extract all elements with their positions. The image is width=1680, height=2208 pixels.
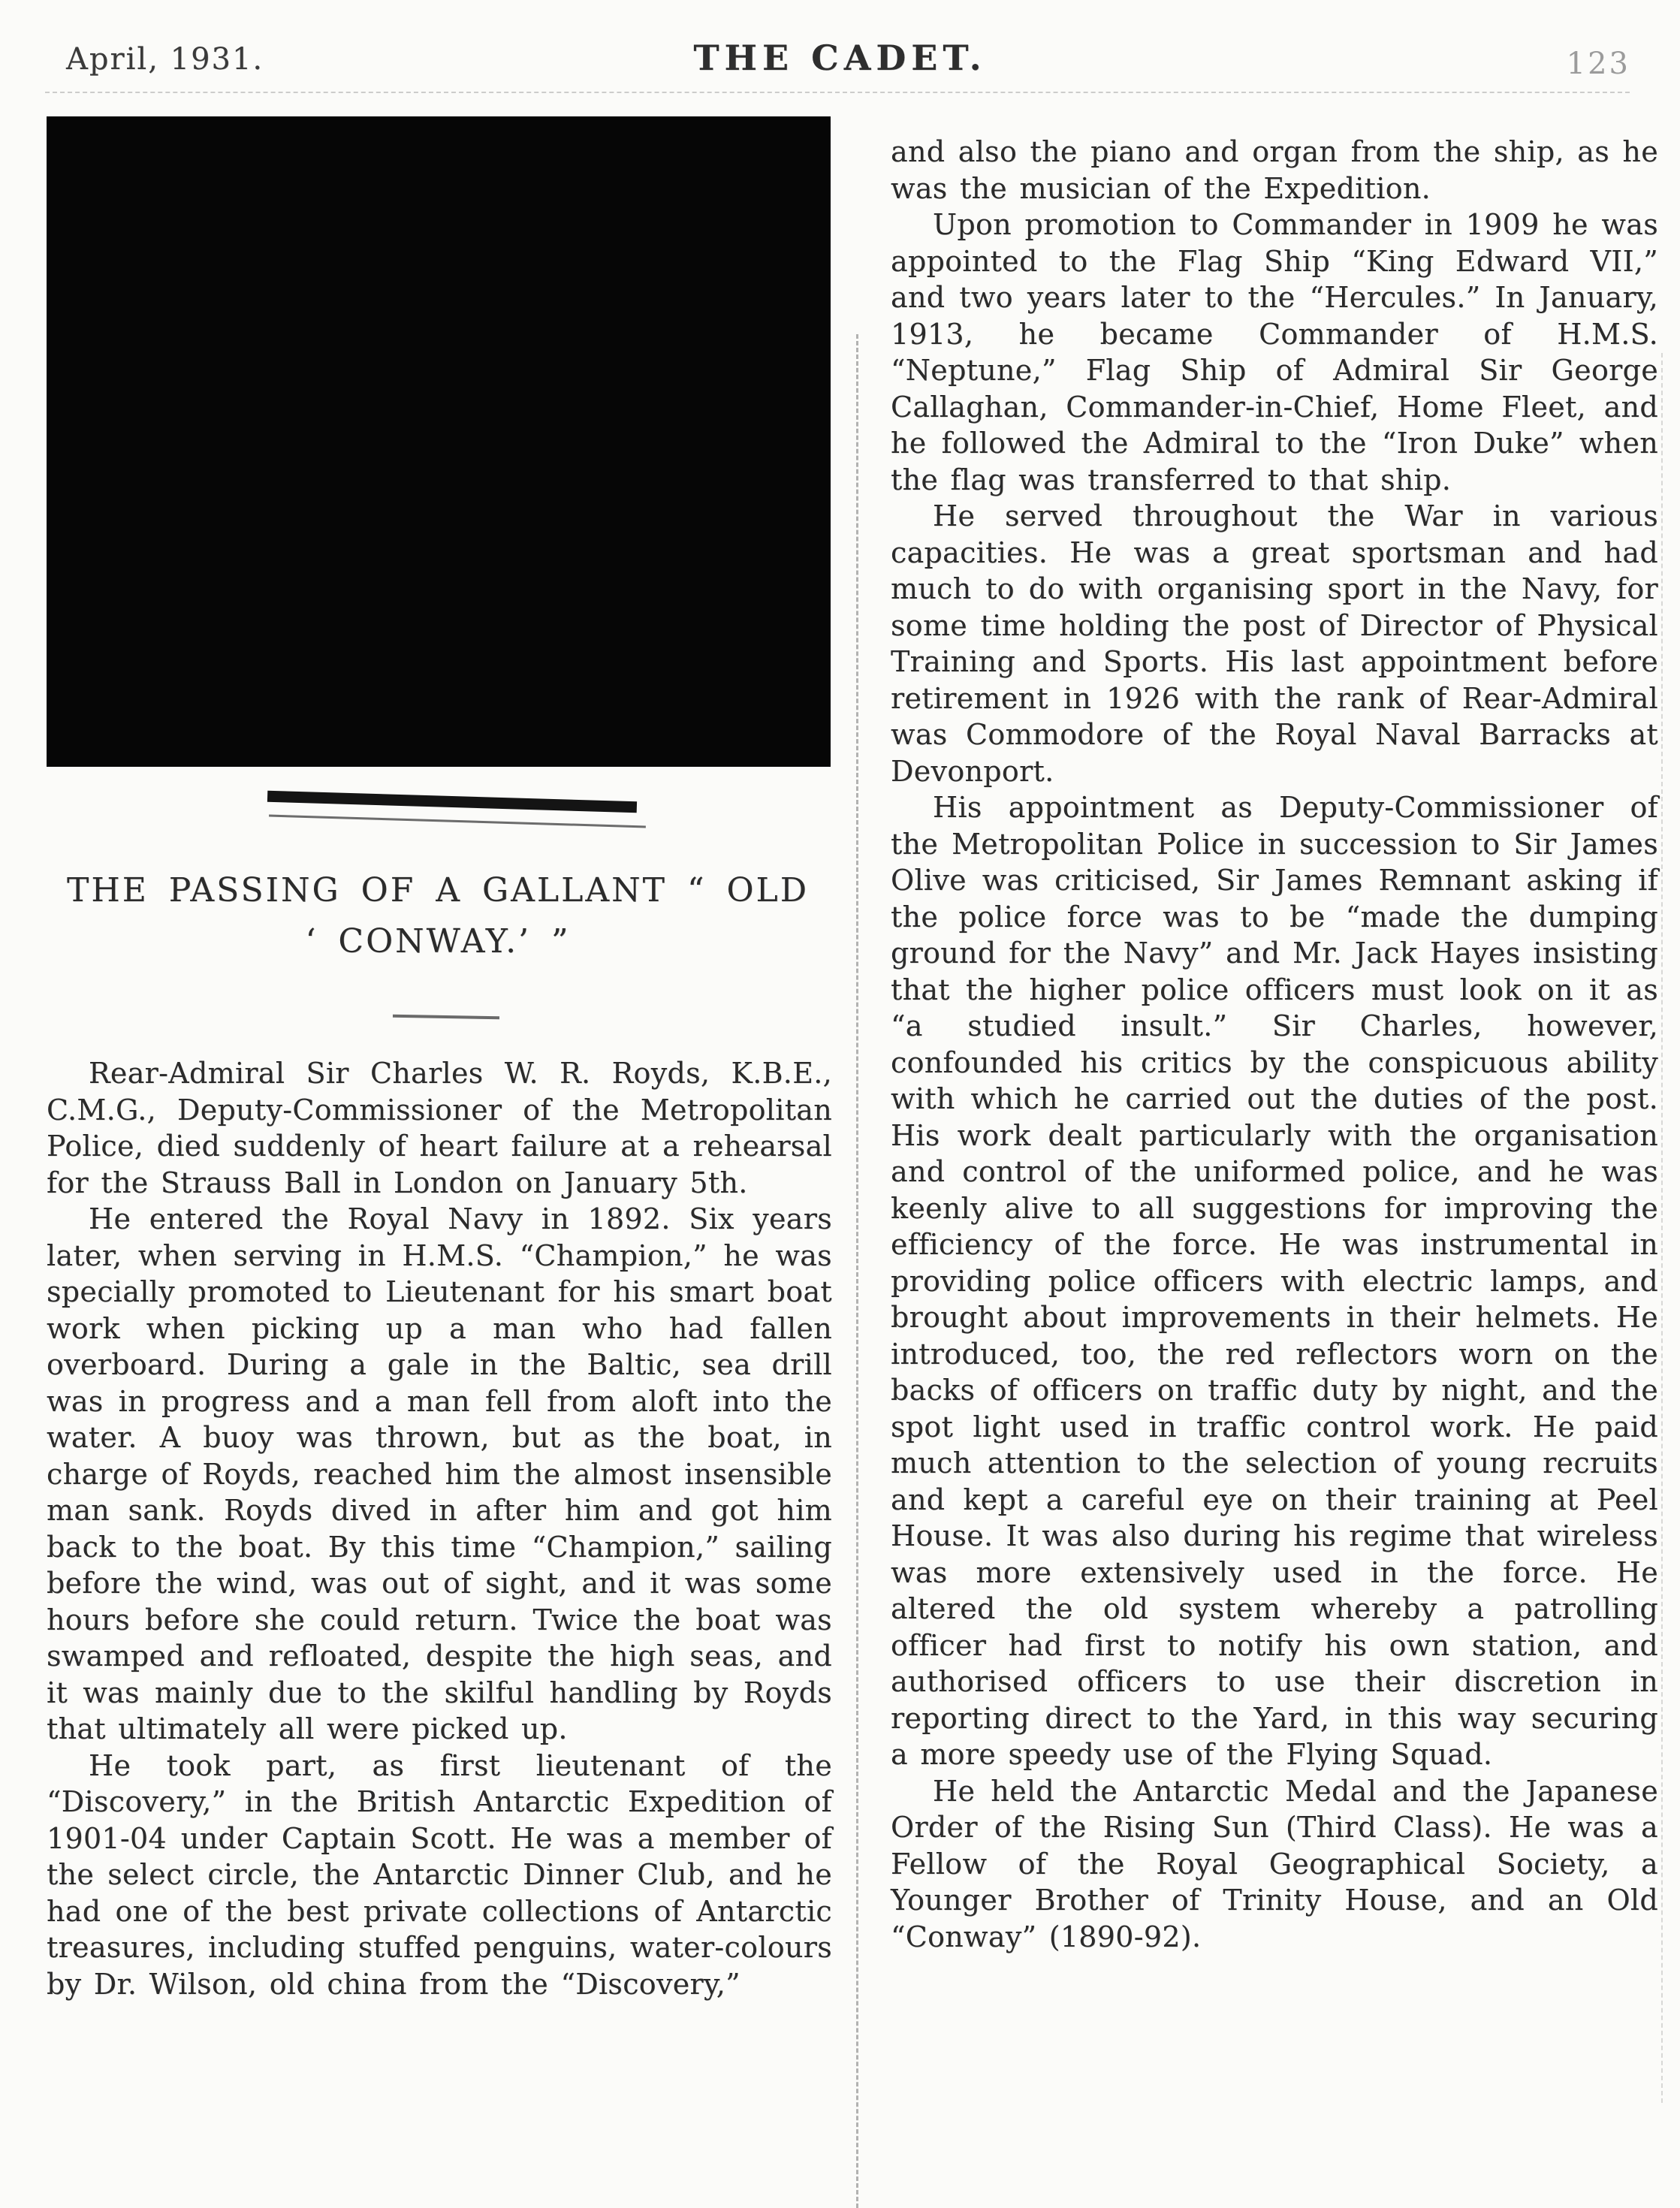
article-headline (45, 865, 831, 967)
redacted-photo-placeholder (47, 116, 831, 767)
publication-title: THE CADET. (693, 38, 987, 78)
photo-underline-rule (267, 791, 637, 813)
headline-divider (393, 1015, 499, 1019)
page-edge-marks (1661, 353, 1663, 2103)
column-divider-line (856, 334, 858, 2208)
header-dotted-rule (45, 92, 1630, 93)
page-number: 123 (1566, 47, 1630, 81)
paragraph: He entered the Royal Navy in 1892. Six years later, when serving in H.M.S. “Champion,” he was specially promoted to Lieutenant for his smart boat work when picking up a man who had fallen overboard. During a gale in the Baltic, sea drill was in progress and a man fell from aloft into the water. A buoy was thrown, but as the boat, in charge of Royds, reached him the almost insensible man sank. Royds dived in after him and got him back to the boat. By this time “Champion,” sailing before the wind, was out of sight, and it was some hours before she could return. Twice the boat was swamped and refloated, despite the high seas, and it was mainly due to the skilful handling by Royds that ultimately all were picked up. (47, 1202, 832, 1745)
headline-line-2: ‘ CONWAY.’ ” (305, 922, 571, 961)
issue-date: April, 1931. (66, 42, 264, 77)
page-header (0, 36, 1680, 96)
photo-underline-rule-thin (269, 815, 646, 828)
left-column-text (47, 1055, 832, 2002)
paragraph: He held the Antarctic Medal and the Japanese Order of the Rising Sun (Third Class). He was a Fellow of the Royal Geographical Society, a Younger Brother of Trinity House, and an Old “Conway” (1890-92). (891, 1774, 1658, 1953)
paragraph: Rear-Admiral Sir Charles W. R. Royds, K.B.E., C.M.G., Deputy-Commissioner of the Metropolitan Police, died suddenly of heart failure at a rehearsal for the Strauss Ball in London on January 5th. (47, 1057, 832, 1199)
right-column-text (891, 134, 1658, 1955)
paragraph: He took part, as first lieutenant of the “Discovery,” in the British Antarctic Expedition of 1901-04 under Captain Scott. He was a member of the select circle, the Antarctic Dinner Club, and he had one of the best private collections of Antarctic treasures, including stuffed penguins, water-colours by Dr. Wilson, old china from the “Discovery,” (47, 1748, 832, 2001)
paragraph: He served throughout the War in various capacities. He was a great sportsman and had much to do with organising sport in the Navy, for some time holding the post of Director of Physical Training and Sports. His last appointment before retirement in 1926 with the rank of Rear-Admiral was Commodore of the Royal Naval Barracks at Devonport. (891, 499, 1658, 788)
paragraph: Upon promotion to Commander in 1909 he was appointed to the Flag Ship “King Edward VII,” and two years later to the “Hercules.” In January, 1913, he became Commander of H.M.S. “Neptune,” Flag Ship of Admiral Sir George Callaghan, Commander-in-Chief, Home Fleet, and he followed the Admiral to the “Iron Duke” when the flag was transferred to that ship. (891, 208, 1658, 496)
paragraph: and also the piano and organ from the ship, as he was the musician of the Expedition. (891, 135, 1658, 205)
paragraph: His appointment as Deputy-Commissioner of the Metropolitan Police in succession to Sir James Olive was criticised, Sir James Remnant asking if the police force was to be “made the dumping ground for the Navy” and Mr. Jack Hayes insisting that the higher police officers must look on it as “a studied insult.” Sir Charles, however, confounded his critics by the conspicuous ability with which he carried out the duties of the post. His work dealt particularly with the organisation and control of the uniformed police, and he was keenly alive to all suggestions for improving the efficiency of the force. He was instrumental in providing police officers with electric lamps, and brought about improvements in their helmets. He introduced, too, the red reflectors worn on the backs of officers on traffic duty by night, and the spot light used in traffic control work. He paid much attention to the selection of young recruits and kept a careful eye on their training at Peel House. It was also during his regime that wireless was more extensively used in the force. He altered the old system whereby a patrolling officer had first to notify his own station, and authorised officers to use their discretion in reporting direct to the Yard, in this way securing a more speedy use of the Flying Squad. (891, 791, 1658, 1771)
headline-line-1: THE PASSING OF A GALLANT “ OLD (66, 871, 810, 909)
